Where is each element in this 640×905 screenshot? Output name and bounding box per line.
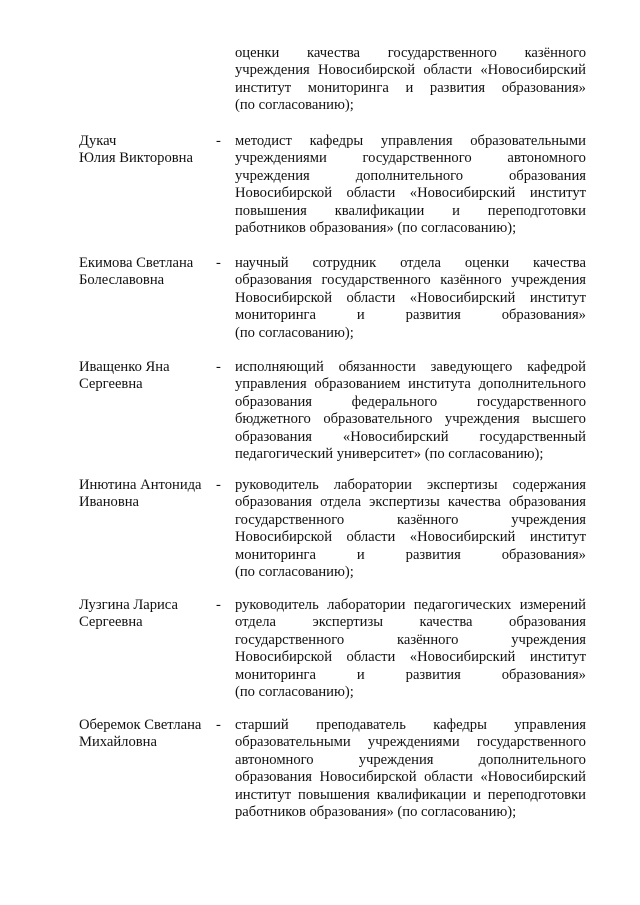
desc-line: образования государственного казённого учреждения [235, 272, 586, 289]
desc-line: работников образования» (по согласованию); [235, 804, 517, 821]
desc-line: бюджетного образовательного учреждения высшего [235, 411, 586, 428]
member-name [79, 597, 219, 632]
desc-line: мониторинга и развития образования» [235, 307, 586, 324]
desc-line: государственного казённого учреждения [235, 631, 586, 648]
dash-separator: - [216, 133, 221, 149]
desc-line: работников образования» (по согласованию); [235, 220, 517, 237]
dash-separator: - [216, 359, 221, 375]
member-name [79, 717, 219, 752]
desc-line: Новосибирской области «Новосибирский институт [235, 529, 586, 546]
member-name-line: Ивановна [79, 494, 139, 511]
desc-line: образования отдела экспертизы качества образования [235, 494, 586, 511]
member-name-line: Иващенко Яна [79, 359, 170, 375]
continuation-description [235, 45, 586, 115]
desc-line: институт мониторинга и развития образования» [235, 79, 586, 96]
desc-line: Новосибирской области «Новосибирский институт [235, 185, 586, 202]
member-name-line: Оберемок Светлана [79, 717, 202, 733]
desc-line: повышения квалификации и переподготовки [235, 202, 586, 219]
member-name [79, 359, 219, 394]
desc-line: отдела экспертизы качества образования [235, 614, 586, 631]
desc-line: образования Новосибирской области «Новосибирский [235, 769, 586, 786]
member-name-line: Екимова Светлана [79, 255, 194, 271]
desc-line: учреждениями государственного автономного [235, 150, 586, 167]
desc-line: образовательными учреждениями государственного [235, 734, 586, 751]
desc-line: институт повышения квалификации и переподготовки [235, 786, 586, 803]
member-name-line: Михайловна [79, 734, 157, 751]
desc-line: учреждения дополнительного образования [235, 167, 586, 184]
desc-line: (по согласованию); [235, 684, 354, 701]
desc-line: (по согласованию); [235, 324, 354, 341]
member-description [235, 133, 586, 237]
dash-separator: - [216, 717, 221, 733]
dash-separator: - [216, 477, 221, 493]
member-name-line: Болеславовна [79, 272, 165, 289]
member-name [79, 133, 219, 168]
desc-line: образования «Новосибирский государственный [235, 428, 586, 445]
desc-line: старший преподаватель кафедры управления [235, 717, 586, 733]
desc-line: руководитель лаборатории педагогических измерений [235, 597, 586, 613]
member-name-line: Лузгина Лариса [79, 597, 178, 613]
member-name-line: Инютина Антонида [79, 477, 202, 493]
member-description [235, 477, 586, 581]
desc-line: руководитель лаборатории экспертизы содержания [235, 477, 586, 493]
desc-line: (по согласованию); [235, 97, 354, 114]
dash-separator: - [216, 255, 221, 271]
desc-line: мониторинга и развития образования» [235, 666, 586, 683]
dash-separator: - [216, 597, 221, 613]
member-name-line: Юлия Викторовна [79, 150, 193, 167]
desc-line: исполняющий обязанности заведующего кафедрой [235, 359, 586, 375]
desc-line: Новосибирской области «Новосибирский институт [235, 289, 586, 306]
desc-line: научный сотрудник отдела оценки качества [235, 255, 586, 271]
desc-line: учреждения Новосибирской области «Новосибирский [235, 62, 586, 79]
member-name [79, 255, 219, 290]
desc-line: педагогический университет» (по согласованию); [235, 446, 544, 463]
member-name-line: Сергеевна [79, 614, 143, 631]
desc-line: автономного учреждения дополнительного [235, 751, 586, 768]
desc-line: Новосибирской области «Новосибирский институт [235, 649, 586, 666]
desc-line: управления образованием института дополнительного [235, 376, 586, 393]
desc-line: государственного казённого учреждения [235, 511, 586, 528]
desc-line: мониторинга и развития образования» [235, 546, 586, 563]
desc-line: (по согласованию); [235, 564, 354, 581]
member-name [79, 477, 219, 512]
desc-line: оценки качества государственного казённого [235, 45, 586, 61]
member-description [235, 359, 586, 463]
member-name-line: Дукач [79, 133, 117, 149]
member-name-line: Сергеевна [79, 376, 143, 393]
desc-line: образования федерального государственного [235, 393, 586, 410]
member-description [235, 717, 586, 821]
member-description [235, 255, 586, 342]
member-description [235, 597, 586, 701]
desc-line: методист кафедры управления образовательными [235, 133, 586, 149]
